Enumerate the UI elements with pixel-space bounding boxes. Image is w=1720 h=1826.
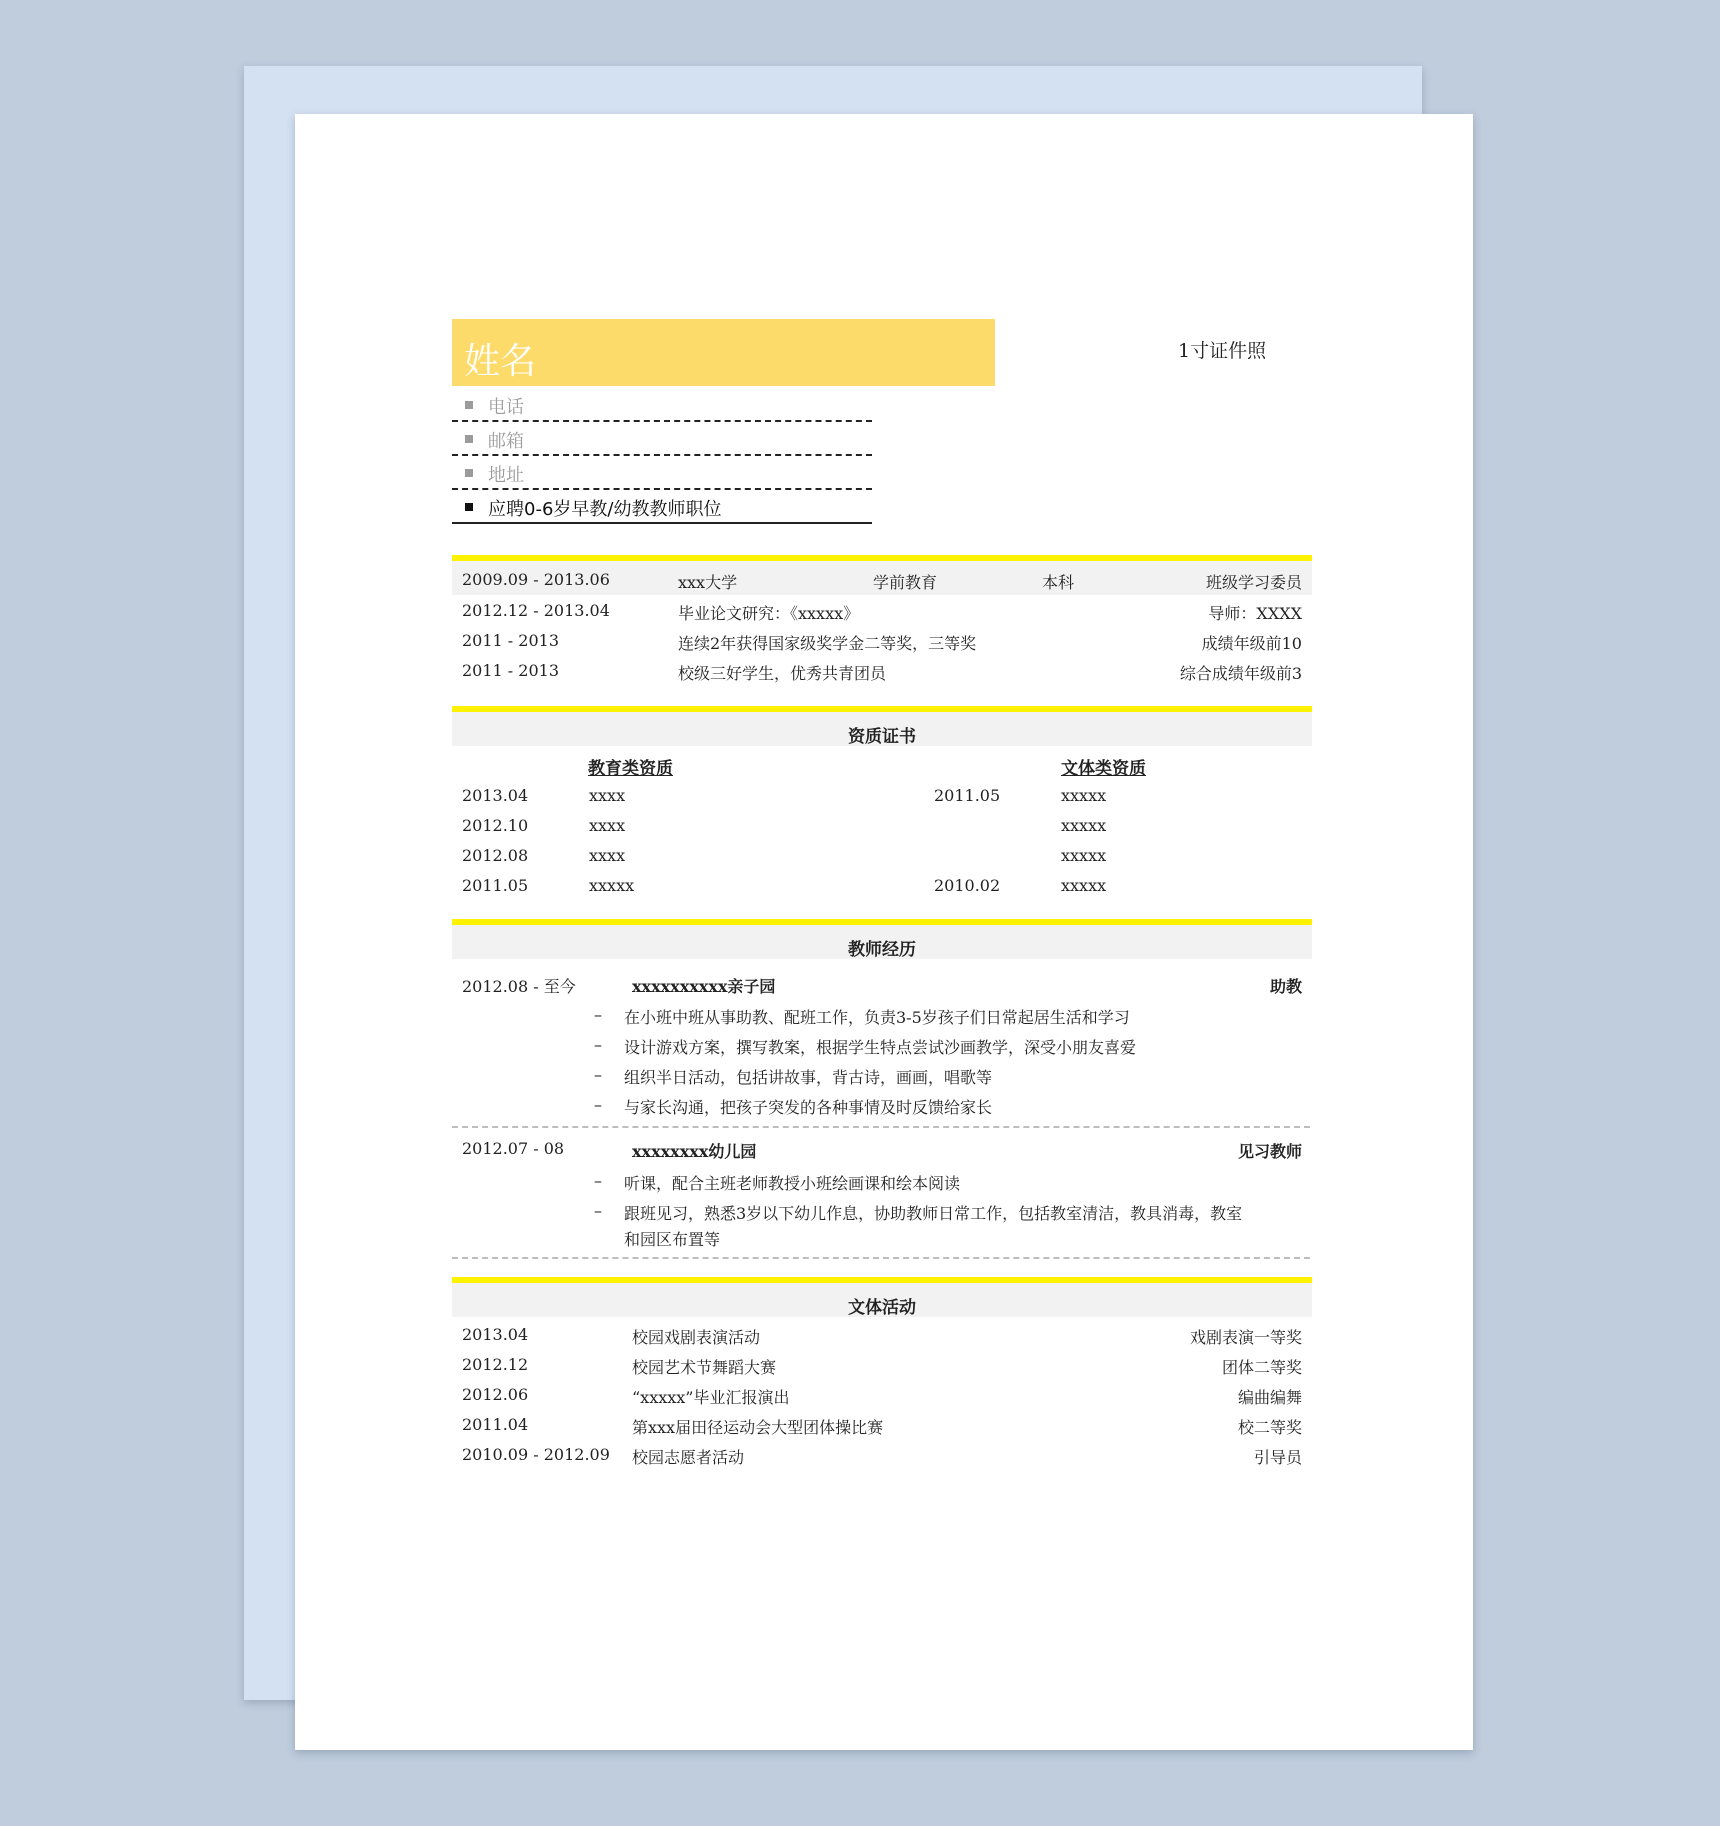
cert-left-header: 教育类资质 bbox=[588, 759, 673, 779]
dash-bullet-icon: – bbox=[594, 1171, 602, 1190]
activity-name: 校园艺术节舞蹈大赛 bbox=[632, 1358, 777, 1377]
edu-degree: 本科 bbox=[1042, 573, 1075, 592]
square-bullet-icon bbox=[465, 503, 473, 511]
cert-date: 2013.04 bbox=[462, 786, 529, 805]
solid-divider bbox=[452, 522, 872, 524]
activity-date: 2012.06 bbox=[462, 1385, 529, 1404]
name-banner bbox=[452, 319, 995, 386]
job-period: 2012.07 - 08 bbox=[462, 1139, 565, 1158]
activity-result: 戏剧表演一等奖 bbox=[1189, 1328, 1302, 1347]
cert-date: 2011.05 bbox=[462, 876, 529, 895]
job-duty-continued: 和园区布置等 bbox=[624, 1230, 721, 1249]
activity-result: 编曲编舞 bbox=[1237, 1388, 1302, 1407]
activity-date: 2011.04 bbox=[462, 1415, 529, 1434]
dashed-divider bbox=[452, 454, 872, 456]
teaching-title: 教师经历 bbox=[848, 940, 916, 960]
cert-date: 2012.08 bbox=[462, 846, 529, 865]
dash-bullet-icon: – bbox=[594, 1005, 602, 1024]
contact-label: 地址 bbox=[488, 465, 524, 486]
edu-row-period: 2011 - 2013 bbox=[462, 661, 560, 680]
certificates-title: 资质证书 bbox=[848, 727, 916, 747]
cert-name: xxxxx bbox=[1061, 846, 1107, 865]
job-role: 助教 bbox=[1269, 977, 1302, 996]
edu-major: 学前教育 bbox=[873, 573, 938, 592]
activity-name: 第xxx届田径运动会大型团体操比赛 bbox=[632, 1418, 884, 1437]
photo-placeholder-label: 1寸证件照 bbox=[1178, 340, 1267, 362]
edu-row-desc: 连续2年获得国家级奖学金二等奖，三等奖 bbox=[678, 634, 977, 653]
edu-row-note: 成绩年级前10 bbox=[1201, 634, 1302, 653]
dash-bullet-icon: – bbox=[594, 1201, 602, 1220]
job-duty: 与家长沟通，把孩子突发的各种事情及时反馈给家长 bbox=[624, 1098, 993, 1117]
edu-school: xxx大学 bbox=[678, 573, 738, 592]
objective-label: 应聘0-6岁早教/幼教教师职位 bbox=[488, 499, 722, 520]
cert-date: 2012.10 bbox=[462, 816, 529, 835]
activity-result: 校二等奖 bbox=[1237, 1418, 1302, 1437]
cert-name: xxxxx bbox=[1061, 876, 1107, 895]
dash-bullet-icon: – bbox=[594, 1065, 602, 1084]
dash-bullet-icon: – bbox=[594, 1095, 602, 1114]
activity-name: 校园戏剧表演活动 bbox=[632, 1328, 761, 1347]
job-period: 2012.08 - 至今 bbox=[462, 977, 576, 996]
square-bullet-icon bbox=[465, 469, 473, 477]
job-duty: 设计游戏方案，撰写教案，根据学生特点尝试沙画教学，深受小朋友喜爱 bbox=[624, 1038, 1137, 1057]
cert-name: xxxxx bbox=[589, 876, 635, 895]
cert-date: 2010.02 bbox=[934, 876, 1001, 895]
activity-date: 2013.04 bbox=[462, 1325, 529, 1344]
activity-date: 2012.12 bbox=[462, 1355, 529, 1374]
contact-address bbox=[452, 457, 872, 490]
dashed-separator bbox=[452, 1126, 1310, 1128]
edu-row-period: 2011 - 2013 bbox=[462, 631, 560, 650]
contact-phone bbox=[452, 389, 872, 422]
job-duty: 听课，配合主班老师教授小班绘画课和绘本阅读 bbox=[624, 1174, 961, 1193]
edu-row-note: 导师：XXXX bbox=[1208, 604, 1302, 623]
activity-name: “xxxxx”毕业汇报演出 bbox=[632, 1388, 790, 1407]
edu-row-note: 综合成绩年级前3 bbox=[1179, 664, 1302, 683]
edu-row-period: 2012.12 - 2013.04 bbox=[462, 601, 610, 620]
job-duty: 跟班见习，熟悉3岁以下幼儿作息，协助教师日常工作，包括教室清洁，教具消毒，教室 bbox=[624, 1204, 1243, 1223]
edu-row-desc: 校级三好学生，优秀共青团员 bbox=[678, 664, 887, 683]
activity-result: 引导员 bbox=[1253, 1448, 1302, 1467]
cert-date: 2011.05 bbox=[934, 786, 1001, 805]
contact-label: 电话 bbox=[488, 397, 524, 418]
contact-label: 邮箱 bbox=[488, 431, 524, 452]
activity-result: 团体二等奖 bbox=[1221, 1358, 1302, 1377]
cert-name: xxxx bbox=[589, 786, 626, 805]
dashed-separator bbox=[452, 1257, 1310, 1259]
edu-period: 2009.09 - 2013.06 bbox=[462, 570, 610, 589]
contact-email bbox=[452, 423, 872, 456]
dashed-divider bbox=[452, 488, 872, 490]
dash-bullet-icon: – bbox=[594, 1035, 602, 1054]
cert-name: xxxx bbox=[589, 816, 626, 835]
activities-title: 文体活动 bbox=[848, 1298, 916, 1318]
activity-name: 校园志愿者活动 bbox=[632, 1448, 745, 1467]
job-role: 见习教师 bbox=[1237, 1142, 1302, 1161]
cert-name: xxxxx bbox=[1061, 816, 1107, 835]
edu-row-desc: 毕业论文研究：《xxxxx》 bbox=[678, 604, 860, 623]
job-objective bbox=[452, 491, 872, 524]
activity-date: 2010.09 - 2012.09 bbox=[462, 1445, 610, 1464]
cert-name: xxxx bbox=[589, 846, 626, 865]
job-duty: 在小班中班从事助教、配班工作，负责3-5岁孩子们日常起居生活和学习 bbox=[624, 1008, 1130, 1027]
square-bullet-icon bbox=[465, 435, 473, 443]
name-title: 姓名 bbox=[464, 341, 537, 382]
job-duty: 组织半日活动，包括讲故事，背古诗，画画，唱歌等 bbox=[624, 1068, 993, 1087]
cert-right-header: 文体类资质 bbox=[1061, 759, 1146, 779]
job-org: xxxxxxxx幼儿园 bbox=[632, 1142, 757, 1161]
dashed-divider bbox=[452, 420, 872, 422]
cert-name: xxxxx bbox=[1061, 786, 1107, 805]
job-org: xxxxxxxxxx亲子园 bbox=[632, 977, 776, 996]
square-bullet-icon bbox=[465, 401, 473, 409]
edu-role: 班级学习委员 bbox=[1205, 573, 1302, 592]
